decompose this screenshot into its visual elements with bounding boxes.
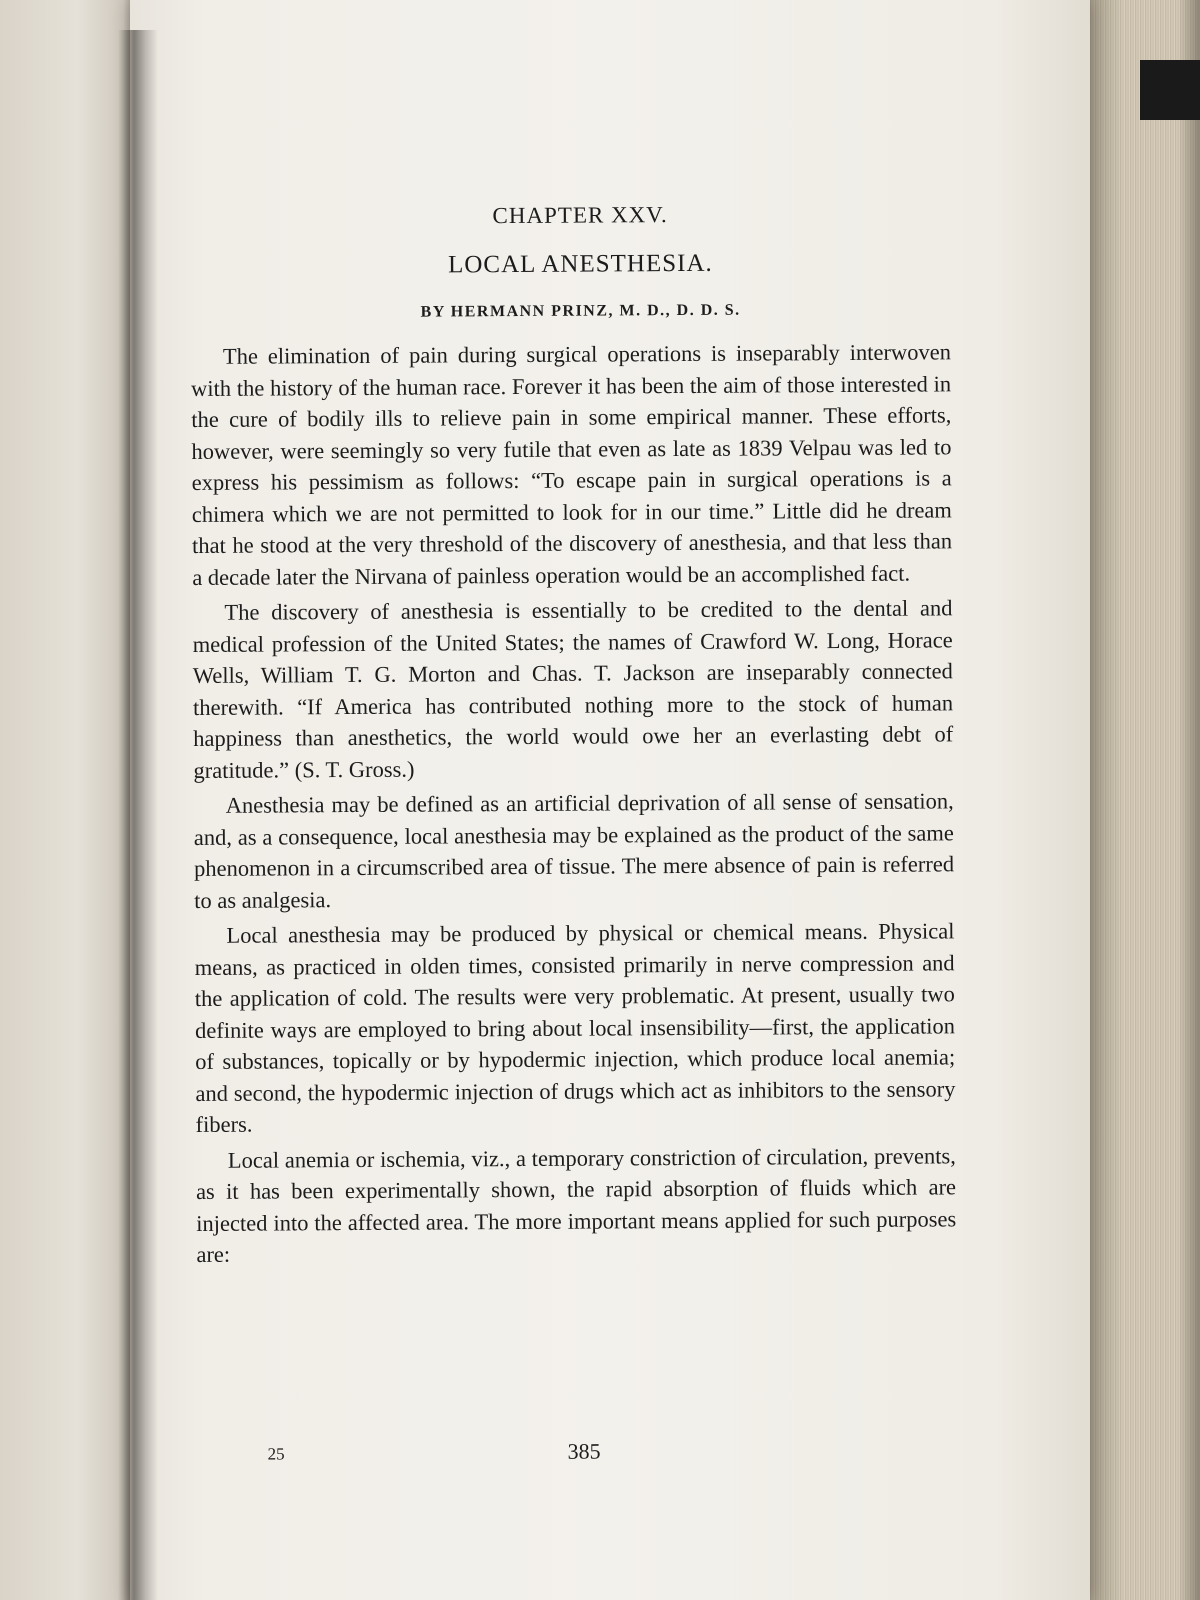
chapter-heading: CHAPTER XXV. — [492, 202, 668, 229]
page-footer — [198, 1440, 958, 1475]
paragraph-2: The discovery of anesthesia is essentially to be credited to the dental and medical profession of the United States; the names of Crawford W. Long, Horace Wells, William T. G. Morton and Chas. T. Jackson are inseparably connected therewith. “If America has contributed nothing more to the stock of human happiness than anesthetics, the world would owe her an everlasting debt of gratitude.” (S. T. Gross.) — [192, 595, 954, 783]
paragraph-1: The elimination of pain during surgical operations is inseparably interwoven with the history of the human race. Forever it has been the aim of those interested in the cure of bodily ills to relieve pain in some empirical manner. These efforts, however, were seemingly so very futile that even as late as 1839 Velpau was led to express his pessimism as follows: “To escape pain in surgical operations is a chimera which we are not permitted to look for in our time.” Little did he dream that he stood at the very threshold of the discovery of anesthesia, and that less than a decade later the Nirvana of painless operation would be an accomplished fact. — [191, 339, 953, 590]
page-edges-shade — [1090, 0, 1200, 1600]
page-content — [190, 200, 957, 1464]
chapter-title: LOCAL ANESTHESIA. — [447, 249, 713, 279]
author-byline: BY HERMANN PRINZ, M. D., D. D. S. — [420, 301, 741, 321]
paragraph-5: Local anemia or ischemia, viz., a temporary constriction of circulation, prevents, as it has been experimentally shown, the rapid absorption of fluids which are injected into the affected area. The more important means applied for such purposes are: — [195, 1142, 957, 1267]
page-number: 385 — [567, 1438, 601, 1464]
background-object — [1140, 60, 1200, 120]
paragraph-3: Anesthesia may be defined as an artificial deprivation of all sense of sensation, and, as a consequence, local anesthesia may be explained as the product of the same phenomenon in a circumscribed area of tissue. The mere absence of pain is referred to as analgesia. — [193, 788, 955, 913]
gutter-shadow — [118, 30, 158, 1600]
book-page — [130, 0, 1090, 1600]
signature-mark: 25 — [267, 1444, 285, 1464]
paragraph-4: Local anesthesia may be produced by physical or chemical means. Physical means, as practiced in olden times, consisted primarily in nerve compression and the application of cold. The results were very problematic. At present, usually two definite ways are employed to bring about local insensibility—first, the application of substances, topically or by hypodermic injection, which produce local anemia; and second, the hypodermic injection of drugs which act as inhibitors to the sensory fibers. — [194, 918, 956, 1137]
